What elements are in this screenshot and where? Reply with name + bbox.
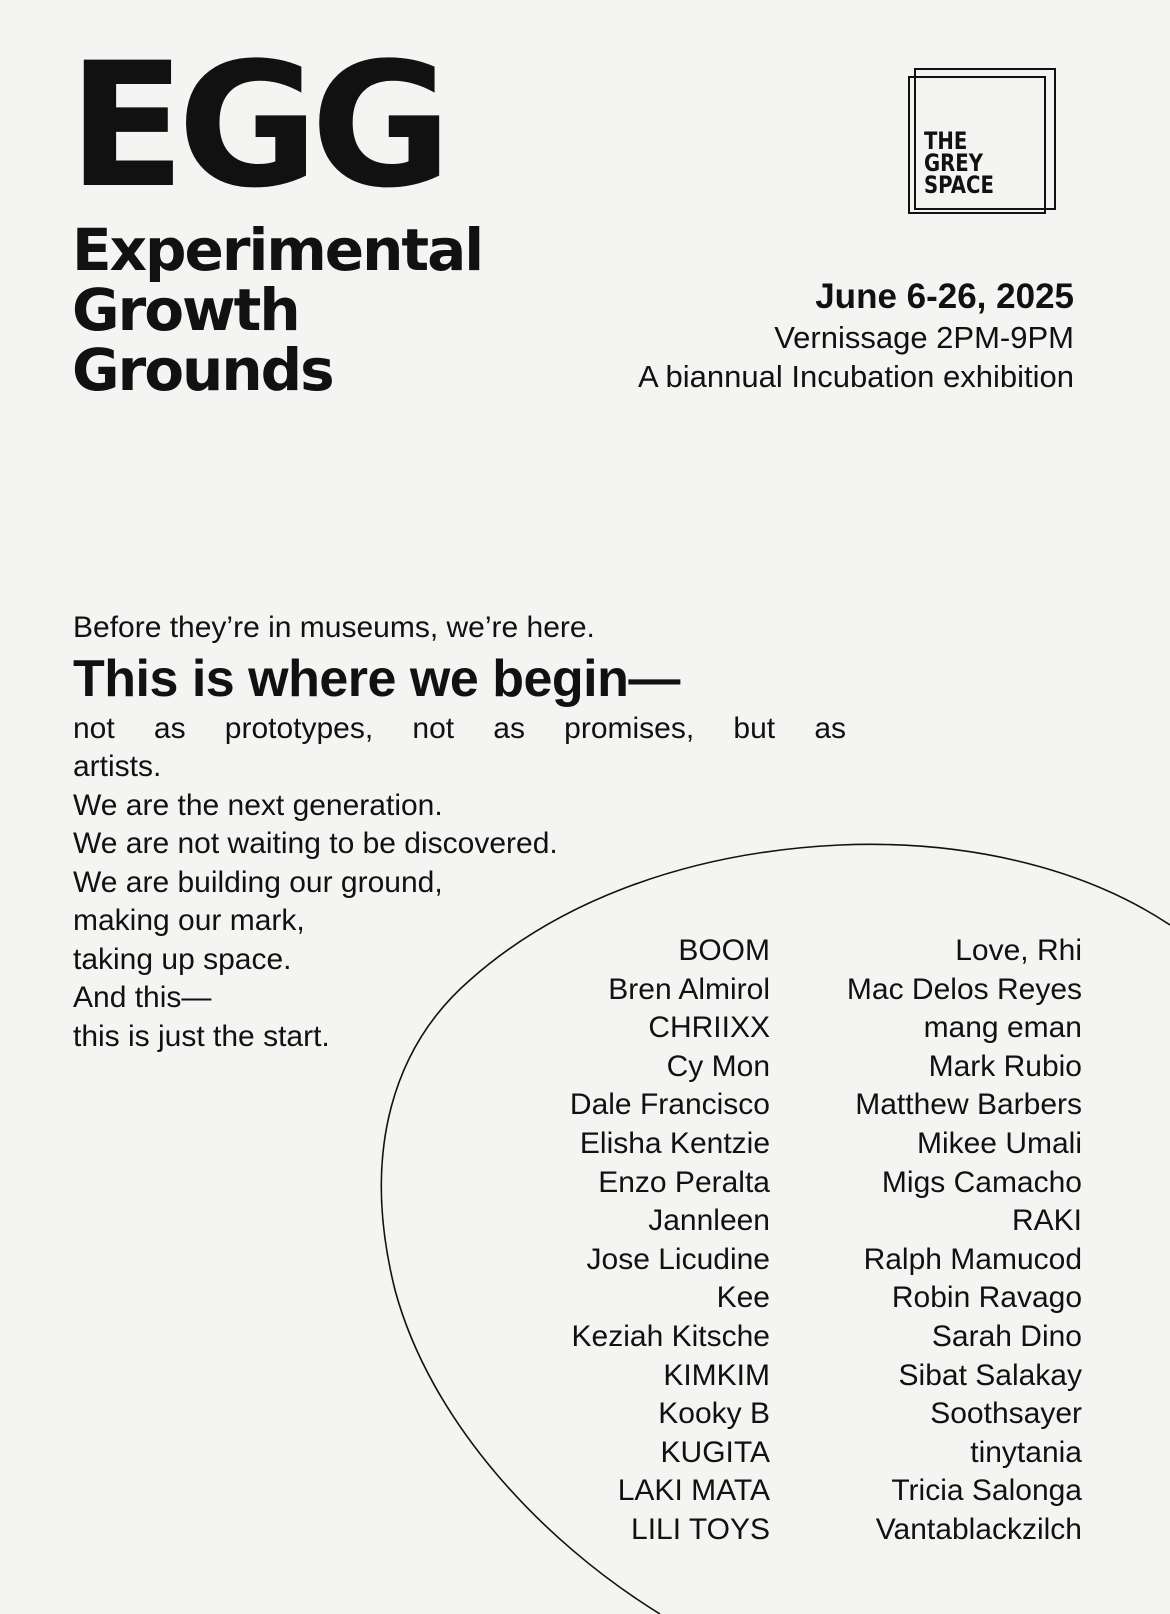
- artist-name: Jose Licudine: [586, 1242, 770, 1276]
- event-info: [638, 276, 1074, 396]
- artist-name: KUGITA: [660, 1435, 770, 1469]
- word: prototypes,: [224, 712, 374, 745]
- manifesto-line: We are not waiting to be discovered.: [73, 827, 558, 860]
- logo-line: THE: [924, 127, 968, 155]
- artist-name: Migs Camacho: [881, 1165, 1082, 1199]
- artist-name: RAKI: [1011, 1204, 1082, 1238]
- artist-name: KIMKIM: [663, 1358, 770, 1392]
- subtitle: [72, 216, 483, 404]
- logo-text: [924, 127, 994, 199]
- artist-name: LILI TOYS: [631, 1512, 770, 1546]
- artist-name: Kee: [716, 1281, 770, 1315]
- event-dates: June 6-26, 2025: [815, 277, 1074, 316]
- word: as: [493, 712, 525, 745]
- artist-name: Mikee Umali: [916, 1126, 1082, 1160]
- artist-name: Vantablackzilch: [875, 1512, 1082, 1546]
- artist-name: Matthew Barbers: [855, 1088, 1082, 1122]
- artist-name: Dale Francisco: [569, 1088, 770, 1122]
- artist-name: CHRIIXX: [648, 1011, 770, 1045]
- logo-line: SPACE: [924, 171, 994, 199]
- artist-name: Bren Almirol: [608, 972, 770, 1006]
- word: not: [412, 712, 455, 745]
- artist-name: Robin Ravago: [891, 1281, 1082, 1315]
- word: promises,: [564, 712, 695, 745]
- artist-name: Ralph Mamucod: [863, 1242, 1082, 1276]
- subtitle-line: Growth: [72, 276, 299, 344]
- artist-name: Elisha Kentzie: [579, 1126, 770, 1160]
- artist-name: Jannleen: [648, 1204, 770, 1238]
- artist-name: Sarah Dino: [931, 1319, 1082, 1353]
- subtitle-line: Grounds: [72, 336, 333, 404]
- artist-name: Love, Rhi: [955, 934, 1082, 967]
- event-vernissage: Vernissage 2PM-9PM: [774, 320, 1074, 355]
- artist-name: Keziah Kitsche: [571, 1319, 770, 1353]
- artist-name: Soothsayer: [930, 1397, 1082, 1431]
- artist-name: BOOM: [678, 934, 770, 967]
- manifesto-intro: Before they’re in museums, we’re here.: [73, 611, 595, 644]
- justified-words: [73, 710, 846, 748]
- artist-name: Tricia Salonga: [891, 1474, 1082, 1508]
- artist-name: Sibat Salakay: [898, 1358, 1082, 1392]
- title-egg: EGG: [68, 25, 444, 226]
- manifesto-line: making our mark,: [73, 904, 305, 937]
- artist-name: mang eman: [923, 1011, 1082, 1045]
- word: as: [153, 712, 186, 745]
- artist-list-right: [780, 932, 1082, 1550]
- manifesto-line: We are the next generation.: [73, 788, 443, 822]
- artist-name: Mac Delos Reyes: [846, 972, 1082, 1006]
- artist-name: Kooky B: [658, 1397, 770, 1431]
- word: but: [733, 712, 776, 745]
- subtitle-line: Experimental: [72, 216, 483, 284]
- artist-name: LAKI MATA: [617, 1474, 770, 1508]
- artist-name: Cy Mon: [666, 1049, 770, 1083]
- artist-list-left: [470, 932, 770, 1550]
- artist-name: Mark Rubio: [928, 1049, 1082, 1083]
- event-description: A biannual Incubation exhibition: [637, 359, 1074, 394]
- manifesto-justified-line: [73, 710, 846, 748]
- artist-name: Enzo Peralta: [598, 1165, 770, 1199]
- word: not: [73, 712, 115, 745]
- manifesto-line: this is just the start.: [73, 1019, 330, 1053]
- logo-line: GREY: [924, 149, 984, 177]
- manifesto-headline: This is where we begin—: [73, 650, 680, 708]
- manifesto-line: We are building our ground,: [73, 865, 443, 899]
- grey-space-logo: [908, 68, 1058, 218]
- manifesto-line: And this—: [73, 981, 212, 1014]
- word: as: [814, 712, 846, 745]
- manifesto-line: artists.: [73, 750, 162, 783]
- manifesto-line: taking up space.: [73, 942, 292, 976]
- artist-name: tinytania: [970, 1435, 1082, 1469]
